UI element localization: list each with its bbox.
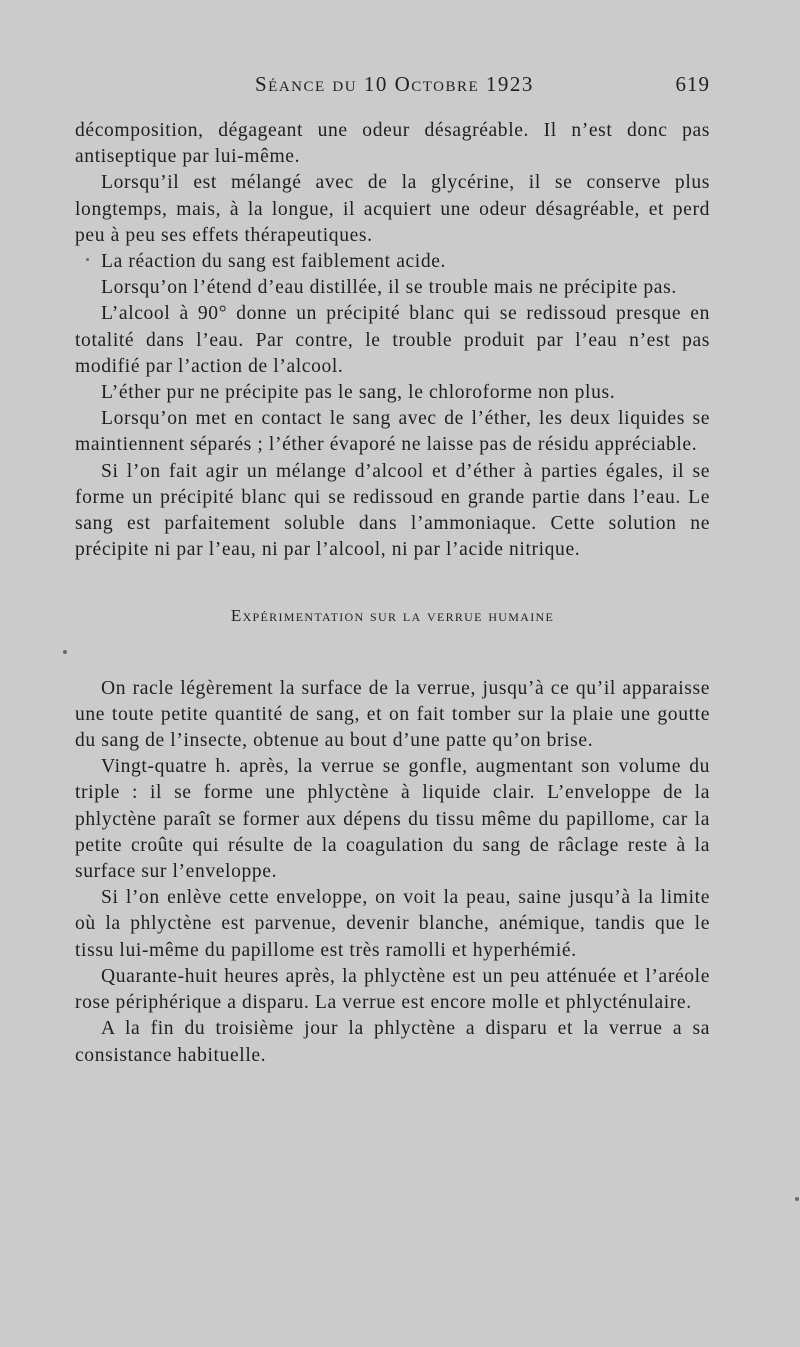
- paragraph: Vingt-quatre h. après, la verrue se gonfle, augmentant son volume du triple : il se forme une phlyctène à liquide clair. L’enveloppe de la phlyctène paraît se former aux dépens du tissu même du papillome, car la petite croûte qui résulte de la coagulation du sang de râclage reste à la surface sur l’enveloppe.: [75, 756, 710, 883]
- section-heading: Expérimentation sur la verrue humaine: [230, 606, 555, 626]
- paragraph: décomposition, dégageant une odeur désagréable. Il n’est donc pas antiseptique par lui-même.: [75, 120, 710, 168]
- paragraph: Lorsqu’on met en contact le sang avec de l’éther, les deux liquides se maintiennent séparés ; l’éther évaporé ne laisse pas de résidu appréciable.: [75, 408, 710, 456]
- running-title: Séance du 10 Octobre 1923: [255, 72, 534, 96]
- paragraphs-after: [75, 676, 710, 1069]
- page-number: 619: [675, 72, 710, 96]
- speck-mark: [795, 1197, 799, 1201]
- paragraph: L’éther pur ne précipite pas le sang, le chloroforme non plus.: [101, 382, 616, 404]
- paragraph: La réaction du sang est faiblement acide.: [101, 251, 447, 273]
- paragraph: On racle légèrement la surface de la verrue, jusqu’à ce qu’il apparaisse une toute petite quantité de sang, et on fait tomber sur la plaie une goutte du sang de l’insecte, obtenue au bout d’une patte qu’on brise.: [75, 677, 710, 752]
- paragraph: Si l’on enlève cette enveloppe, on voit la peau, saine jusqu’à la limite où la phlyctène est parvenue, devenir blanche, anémique, tandis que le tissu lui-même du papillome est très ramolli et hyperhémié.: [75, 887, 710, 961]
- page-header: [75, 72, 710, 102]
- paragraph: Si l’on fait agir un mélange d’alcool et d’éther à parties égales, il se forme un précipité blanc qui se redissoud en grande partie dans l’eau. Le sang est parfaitement soluble dans l’ammoniaque. Cette solution ne précipite ni par l’eau, ni par l’alcool, ni par l’acide nitrique.: [75, 460, 710, 561]
- paragraph: A la fin du troisième jour la phlyctène a disparu et la verrue a sa consistance habituelle.: [75, 1018, 710, 1066]
- paragraph: Lorsqu’il est mélangé avec de la glycérine, il se conserve plus longtemps, mais, à la longue, il acquiert une odeur désagréable, et perd peu à peu ses effets thérapeutiques.: [75, 172, 710, 246]
- speck-mark: [63, 650, 67, 654]
- speck-mark: [86, 258, 89, 261]
- paragraph: Quarante-huit heures après, la phlyctène est un peu atténuée et l’aréole rose périphérique a disparu. La verrue est encore molle et phlycténulaire.: [75, 965, 710, 1014]
- paragraph: Lorsqu’on l’étend d’eau distillée, il se trouble mais ne précipite pas.: [101, 277, 677, 299]
- paragraphs-before: [75, 118, 710, 563]
- body-text: [75, 118, 710, 1069]
- paragraph: L’alcool à 90° donne un précipité blanc qui se redissoud presque en totalité dans l’eau. Par contre, le trouble produit par l’eau n’est pas modifié par l’action de l’alcool.: [75, 303, 710, 377]
